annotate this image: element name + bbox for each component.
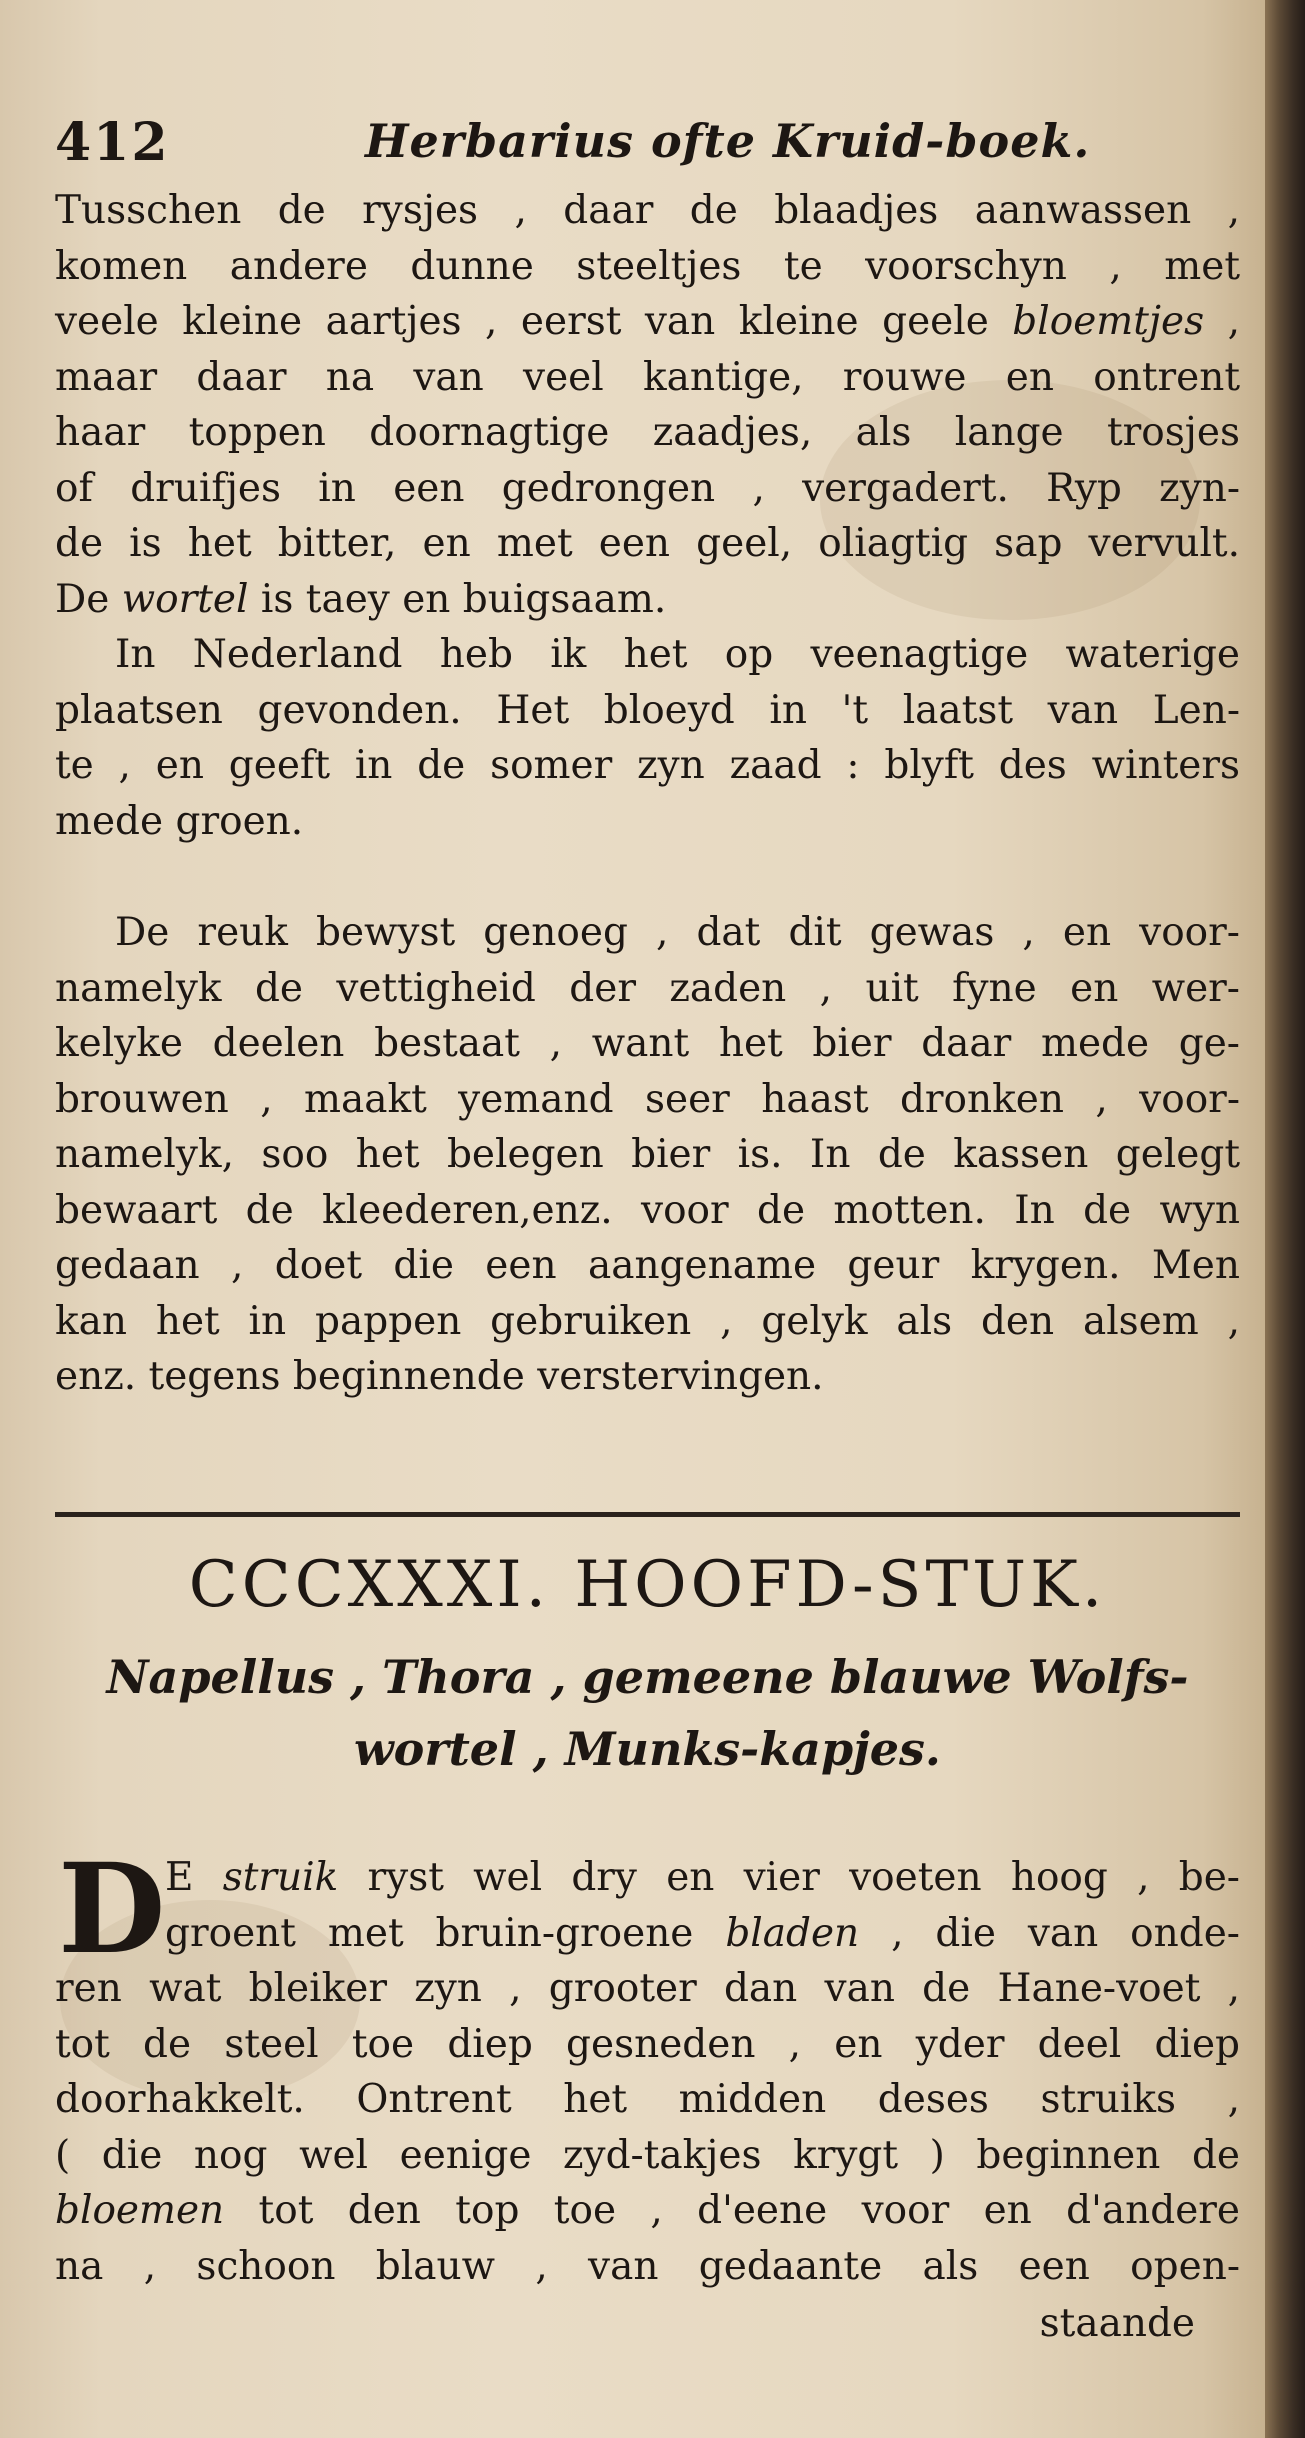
text-line: namelyk, soo het belegen bier is. In de kassen gelegt: [55, 1132, 1240, 1177]
text-line: na , schoon blauw , van gedaante als een open-: [55, 2243, 1240, 2289]
text-line: kelyke deelen bestaat , want het bier daar mede ge-: [55, 1021, 1240, 1066]
text-line: In Nederland heb ik het op veenagtige waterige: [115, 632, 1240, 677]
text-line: namelyk de vettigheid der zaden , uit fyne en wer-: [55, 965, 1240, 1011]
paragraph-plant-description-a: [165, 1850, 1240, 1961]
catchword: staande: [1039, 2301, 1195, 2346]
text-line: Tusschen de rysjes , daar de blaadjes aanwassen ,: [55, 188, 1240, 233]
page-number: 412: [55, 112, 170, 173]
book-spine-edge: [1265, 0, 1305, 2438]
text-line: E struik ryst wel dry en vier voeten hoog , be-: [165, 1855, 1240, 1900]
chapter-subtitle: wortel , Munks-kapjes.: [354, 1722, 941, 1776]
text-line: de is het bitter, en met een geel, oliagtig sap vervult.: [55, 521, 1240, 566]
running-title: Herbarius ofte Kruid-boek.: [365, 114, 1091, 168]
text-line: veele kleine aartjes , eerst van kleine geele bloemtjes ,: [55, 299, 1241, 344]
text-line: gedaan , doet die een aangename geur krygen. Men: [55, 1243, 1240, 1288]
page-header: [55, 112, 1235, 182]
text-line: bloemen tot den top toe , d'eene voor en d'andere: [55, 2188, 1240, 2233]
text-line: bewaart de kleederen,enz. voor de motten. In de wyn: [55, 1187, 1240, 1233]
chapter-subtitle: Napellus , Thora , gemeene blauwe Wolfs-: [106, 1650, 1189, 1704]
paragraph-location: [55, 627, 1240, 849]
text-line: doorhakkelt. Ontrent het midden deses struiks ,: [55, 2077, 1240, 2122]
text-line: brouwen , maakt yemand seer haast dronken , voor-: [55, 1076, 1240, 1122]
paragraph-uses: [55, 905, 1240, 1405]
text-line: haar toppen doornagtige zaadjes, als lange trosjes: [55, 410, 1240, 455]
text-line: of druifjes in een gedrongen , vergadert. Ryp zyn-: [55, 465, 1240, 511]
section-divider: [55, 1512, 1240, 1517]
text-line: te , en geeft in de somer zyn zaad : blyft des winters: [55, 743, 1240, 788]
text-line: kan het in pappen gebruiken , gelyk als den alsem ,: [55, 1298, 1240, 1344]
paragraph-plant-description-b: [55, 1961, 1240, 2294]
paragraph-description: [55, 183, 1240, 627]
text-line: ( die nog wel eenige zyd-takjes krygt ) beginnen de: [55, 2132, 1240, 2178]
text-line: mede groen.: [55, 798, 304, 844]
chapter-title: CCCXXXI. HOOFD-STUK.: [188, 1548, 1107, 1622]
text-line: De reuk bewyst genoeg , dat dit gewas , en voor-: [115, 910, 1240, 955]
text-line: groent met bruin-groene bladen , die van onde-: [165, 1910, 1240, 1956]
drop-cap: D: [58, 1837, 166, 1982]
text-line: De wortel is taey en buigsaam.: [55, 576, 667, 622]
text-line: tot de steel toe diep gesneden , en yder deel diep: [55, 2021, 1240, 2067]
text-line: enz. tegens beginnende verstervingen.: [55, 1354, 824, 1399]
text-line: komen andere dunne steeltjes te voorschyn , met: [55, 243, 1240, 289]
text-line: plaatsen gevonden. Het bloeyd in 't laatst van Len-: [55, 687, 1240, 733]
text-line: ren wat bleiker zyn , grooter dan van de Hane-voet ,: [55, 1966, 1240, 2011]
text-line: maar daar na van veel kantige, rouwe en ontrent: [55, 354, 1240, 400]
